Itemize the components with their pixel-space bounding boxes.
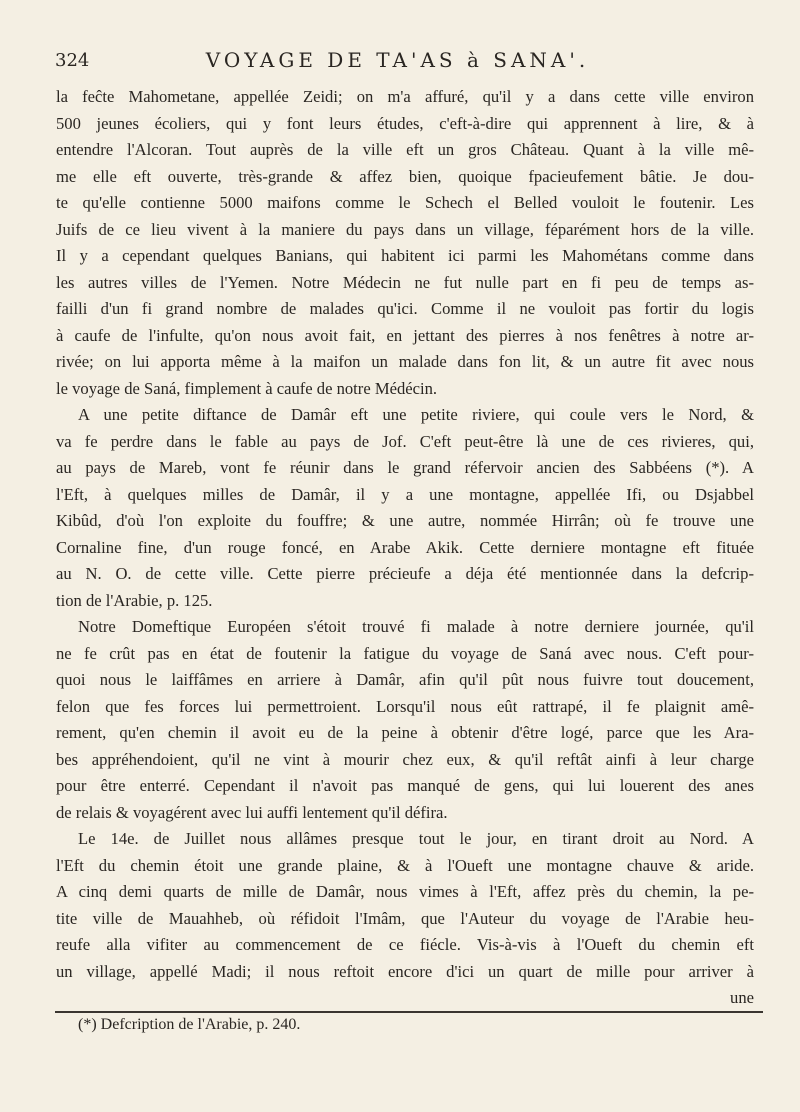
text-line: Juifs de ce lieu vivent à la maniere du pays dans un village, féparément hors de la ville. <box>56 219 754 239</box>
text-line: de relais & voyagérent avec lui auffi lentement qu'il défira. <box>56 802 448 822</box>
running-title: VOYAGE DE TA'AS à SANA'. <box>205 48 590 72</box>
text-line: rivée; on lui apporta même à la maifon un malade dans fon lit, & un autre fit avec nous <box>56 352 754 371</box>
page-number: 324 <box>55 50 90 71</box>
text-line: Le 14e. de Juillet nous allâmes presque tout le jour, en tirant droit au Nord. A <box>78 829 754 848</box>
text-line: pour être enterré. Cependant il n'avoit pas manqué de gens, qui lui louerent des anes <box>56 776 754 795</box>
text-line: le voyage de Saná, fimplement à caufe de notre Médécin. <box>56 378 438 398</box>
footnote: (*) Defcription de l'Arabie, p. 240. <box>78 1016 301 1033</box>
text-line: me elle eft ouverte, très-grande & affez bien, quoique fpacieufement bâtie. Je dou- <box>56 166 754 186</box>
text-line: au pays de Mareb, vont fe réunir dans le grand réfervoir ancien des Sabbéens (*). A <box>56 458 754 477</box>
text-line: te qu'elle contienne 5000 maifons comme le Schech el Belled vouloit le foutenir. Les <box>56 193 754 212</box>
text-line: à caufe de l'infulte, qu'on nous avoit fait, en jettant des pierres à nos fenêtres à notre ar- <box>56 325 754 345</box>
text-line: bes appréhendoient, qu'il ne vint à mourir chez eux, & qu'il reftât ainfi à leur charge <box>56 749 754 769</box>
text-line: failli d'un fi grand nombre de malades qu'ici. Comme il ne vouloit pas fortir du logis <box>56 299 754 318</box>
text-line: Cornaline fine, d'un rouge foncé, en Arabe Akik. Cette derniere montagne eft fituée <box>56 537 754 557</box>
body-text <box>56 84 754 1012</box>
text-line: l'Eft du chemin étoit une grande plaine, & à l'Oueft une montagne chauve & aride. <box>56 855 754 875</box>
text-line: les autres villes de l'Yemen. Notre Médecin ne fut nulle part en fi peu de temps as- <box>56 272 754 292</box>
page-header <box>55 48 740 78</box>
text-line: quoi nous le laiffâmes en arriere à Damâr, afin qu'il pût nous fuivre tout doucement, <box>56 670 754 689</box>
text-line: A cinq demi quarts de mille de Damâr, nous vimes à l'Eft, affez près du chemin, la pe- <box>56 882 754 901</box>
text-line: une <box>730 988 754 1007</box>
text-line: A une petite diftance de Damâr eft une petite riviere, qui coule vers le Nord, & <box>78 405 754 424</box>
text-line: 500 jeunes écoliers, qui y font leurs études, c'eft-à-dire qui apprennent à lire, & à <box>56 113 754 133</box>
text-line: Kibûd, d'où l'on exploite du fouffre; & une autre, nommée Hirrân; où fe trouve une <box>56 511 754 530</box>
text-line: la feĉte Mahometane, appellée Zeidi; on m'a affuré, qu'il y a dans cette ville environ <box>56 87 754 106</box>
text-line: va fe perdre dans le fable au pays de Jof. C'eft peut-être là une de ces rivieres, qui, <box>56 431 754 451</box>
text-line: felon que fes forces lui permettroient. Lorsqu'il nous eût rattrapé, il fe plaignit amê- <box>56 696 754 716</box>
text-line: reufe alla vifiter au commencement de ce fiécle. Vis-à-vis à l'Oueft du chemin eft <box>56 935 754 954</box>
text-line: ne fe crût pas en état de foutenir la fatigue du voyage de Saná avec nous. C'eft pour- <box>56 643 754 663</box>
text-line: Notre Domeftique Européen s'étoit trouvé fi malade à notre derniere journée, qu'il <box>78 617 754 636</box>
text-line: tite ville de Mauahheb, où réfidoit l'Imâm, que l'Auteur du voyage de l'Arabie heu- <box>56 908 754 928</box>
text-line: entendre l'Alcoran. Tout auprès de la ville eft un gros Château. Quant à la ville mê- <box>56 140 754 159</box>
text-line: tion de l'Arabie, p. 125. <box>56 590 213 610</box>
text-line: Il y a cependant quelques Banians, qui habitent ici parmi les Mahométans comme dans <box>56 246 754 265</box>
text-line: l'Eft, à quelques milles de Damâr, il y a une montagne, appellée Ifi, ou Dsjabbel <box>56 484 754 504</box>
text-line: un village, appellé Madi; il nous reftoit encore d'ici un quart de mille pour arriver à <box>56 961 754 981</box>
text-line: au N. O. de cette ville. Cette pierre précieufe a déja été mentionnée dans la defcrip- <box>56 564 754 583</box>
footnote-rule <box>55 1010 763 1013</box>
text-line: rement, qu'en chemin il avoit eu de la peine à obtenir d'être logé, parce que les Ara- <box>56 723 754 742</box>
